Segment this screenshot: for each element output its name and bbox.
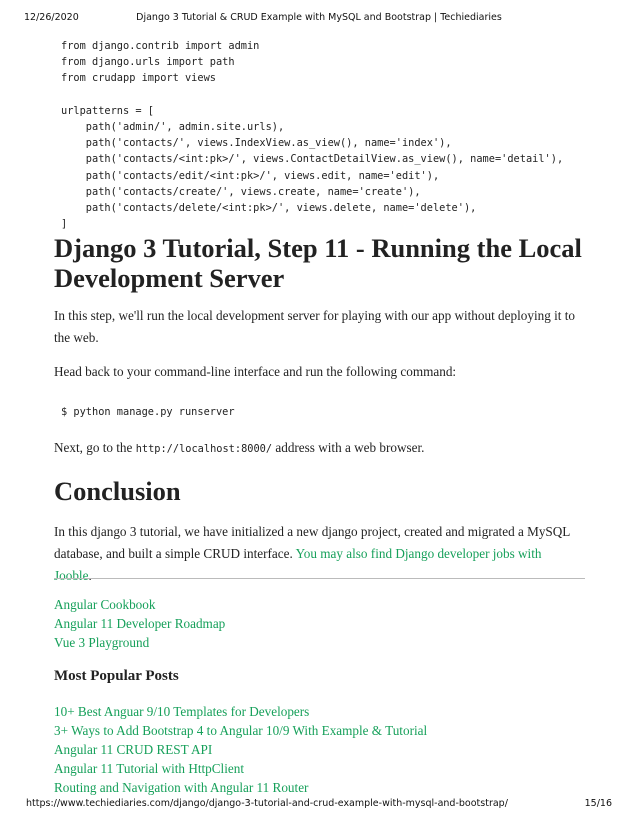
print-date: 12/26/2020: [24, 12, 79, 23]
list-item: [54, 721, 427, 740]
print-footer: [0, 798, 638, 812]
paragraph-text: In this django 3 tutorial, we have initialized a new django project, created and migrated a MySQL database, and built a simple CRUD interface.: [54, 524, 570, 561]
link-angular-cookbook[interactable]: Angular Cookbook: [54, 597, 156, 612]
code-line: from django.contrib import admin: [61, 40, 260, 52]
print-url: https://www.techiediaries.com/django/django-3-tutorial-and-crud-example-with-mysql-and-bootstrap/: [26, 798, 508, 809]
paragraph-text: Next, go to the: [54, 440, 136, 455]
popular-post-link[interactable]: Angular 11 Tutorial with HttpClient: [54, 761, 245, 776]
command-snippet: $ python manage.py runserver: [61, 406, 235, 418]
list-item: [54, 702, 427, 721]
list-item: [54, 778, 427, 797]
step11-paragraph-2: Head back to your command-line interface and run the following command:: [54, 364, 457, 379]
code-line: path('admin/', admin.site.urls),: [61, 120, 285, 133]
link-angular-roadmap[interactable]: Angular 11 Developer Roadmap: [54, 616, 226, 631]
popular-post-link[interactable]: 3+ Ways to Add Bootstrap 4 to Angular 10/9 With Example & Tutorial: [54, 723, 428, 738]
code-line: path('contacts/create/', views.create, name='create'),: [61, 185, 421, 198]
list-item: [54, 595, 225, 614]
divider: [54, 578, 585, 579]
code-line: urlpatterns = [: [61, 104, 154, 117]
print-header: [0, 12, 638, 26]
code-line: from django.urls import path: [61, 56, 235, 69]
popular-post-link[interactable]: Angular 11 CRUD REST API: [54, 742, 213, 757]
list-item: [54, 740, 427, 759]
code-line: [61, 87, 563, 103]
print-page-title: Django 3 Tutorial & CRUD Example with MySQL and Bootstrap | Techiediaries: [136, 12, 502, 23]
code-line: path('contacts/<int:pk>/', views.ContactDetailView.as_view(), name='detail'),: [61, 153, 564, 166]
code-line: path('contacts/', views.IndexView.as_view(), name='index'),: [61, 137, 452, 150]
step11-heading: Django 3 Tutorial, Step 11 - Running the Local Development Server: [54, 233, 582, 293]
paragraph-text: .: [88, 568, 92, 583]
related-links-list: [54, 595, 225, 652]
popular-posts-list: [54, 702, 427, 797]
code-line: ]: [61, 218, 68, 231]
jooble-link[interactable]: You may also find Django developer jobs with Jooble: [54, 546, 542, 583]
step11-paragraph-3: [54, 437, 584, 460]
list-item: [54, 633, 225, 652]
paragraph-text: address with a web browser.: [272, 440, 425, 455]
code-line: path('contacts/edit/<int:pk>/', views.edit, name='edit'),: [61, 169, 440, 182]
list-item: [54, 614, 225, 633]
list-item: [54, 759, 427, 778]
popular-post-link[interactable]: 10+ Best Anguar 9/10 Templates for Developers: [54, 704, 310, 719]
code-line: from crudapp import views: [61, 72, 216, 85]
inline-code-url: http://localhost:8000/: [135, 443, 273, 455]
code-block: [61, 38, 563, 232]
popular-post-link[interactable]: Routing and Navigation with Angular 11 Router: [54, 780, 309, 795]
step11-paragraph-1: In this step, we'll run the local development server for playing with our app without deploying it to the web.: [54, 308, 575, 345]
code-line: path('contacts/delete/<int:pk>/', views.delete, name='delete'),: [61, 201, 477, 214]
link-vue-playground[interactable]: Vue 3 Playground: [54, 635, 150, 650]
print-page-number: 15/16: [584, 798, 612, 809]
popular-posts-heading: Most Popular Posts: [54, 668, 179, 684]
conclusion-heading: Conclusion: [54, 476, 181, 506]
